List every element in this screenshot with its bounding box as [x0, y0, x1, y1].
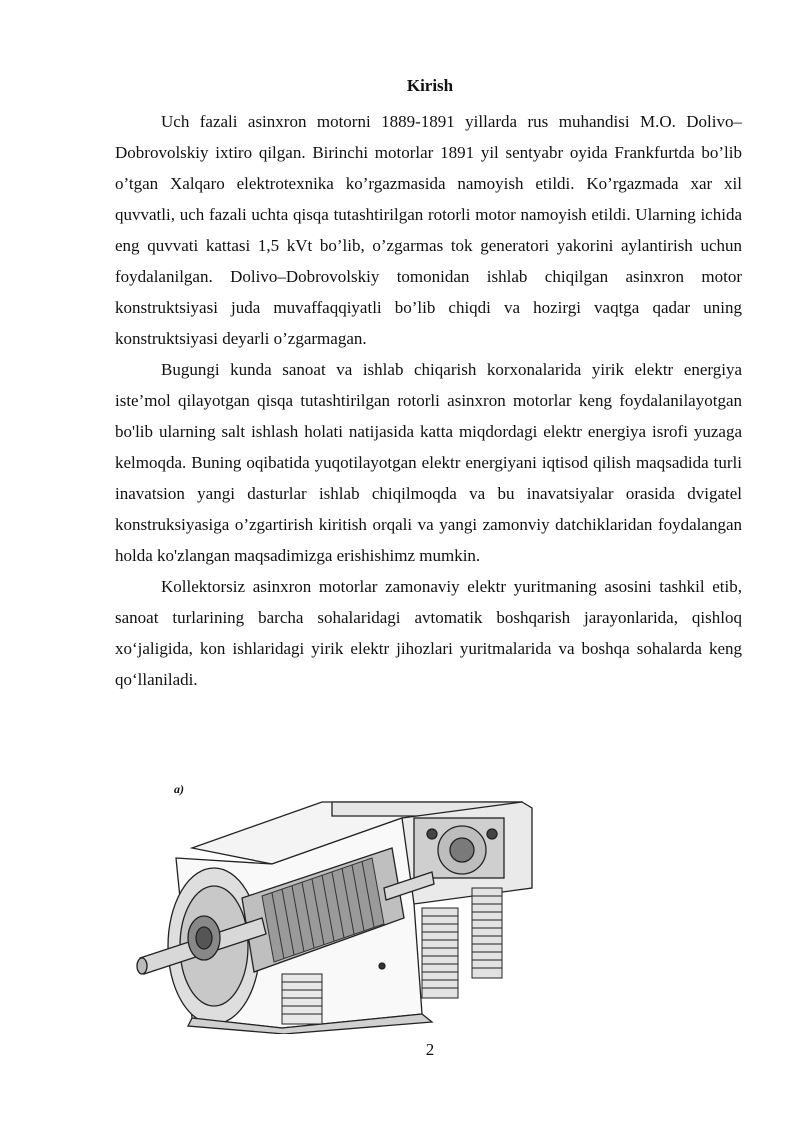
paragraph-3: Kollektorsiz asinxron motorlar zamonaviy elektr yuritmaning asosini tashkil etib, sanoat turlarining barcha sohalaridagi avtomatik boshqarish jarayonlarida, qishloq xo‘jaligida, kon ishlaridagi yirik elektr jihozlari yuritmalarida va boshqa sohalarda keng qo‘llaniladi.: [115, 577, 742, 689]
paragraph-1: Uch fazali asinxron motorni 1889-1891 yillarda rus muhandisi M.O. Dolivo–Dobrovolskiy ixtiro qilgan. Birinchi motorlar 1891 yil sentyabr oyida Frankfurtda bo’lib o’tgan Xalqaro elektrotexnika ko’rgazmasida namoyish etildi. Ko’rgazmada xar xil quvvatli, uch fazali uchta qisqa tutashtirilgan rotorli motor namoyish etildi. Ularning ichida eng quvvati kattasi 1,5 kVt bo’lib, o’zgarmas tok generatori yakorini aylantirish uchun foydalanilgan. Dolivo–Dobrovolskiy tomonidan ishlab chiqilgan asinxron motor konstruktsiyasi juda muvaffaqqiyatli bo’lib chiqdi va hozirgi vaqtga qadar uning konstruktsiyasi deyarli o’zgarmagan.: [115, 112, 742, 348]
page-number: 2: [425, 1040, 435, 1059]
section-title: Kirish: [406, 76, 454, 95]
body-text: [115, 106, 742, 695]
figure-label: a): [174, 782, 184, 796]
paragraph-2: Bugungi kunda sanoat va ishlab chiqarish korxonalarida yirik elektr energiya iste’mol qilayotgan qisqa tutashtirilgan rotorli asinxron motorlar keng foydalanilayotgan bo'lib ularning salt ishlash holati natijasida katta miqdordagi elektr energiya isrofi yuzaga kelmoqda. Buning oqibatida yuqotilayotgan elektr energiyani iqtisod qilish maqsadida turli inavatsion yangi dasturlar ishlab chiqilmoqda va bu inavatsiyalar orasida dvigatel konstruksiyasiga o’zgartirish kiritish orqali va yangi zamonviy datchiklaridan foydalangan holda ko'zlangan maqsadimizga erishishimz mumkin.: [115, 360, 742, 565]
motor-cutaway-illustration: [132, 778, 542, 1034]
